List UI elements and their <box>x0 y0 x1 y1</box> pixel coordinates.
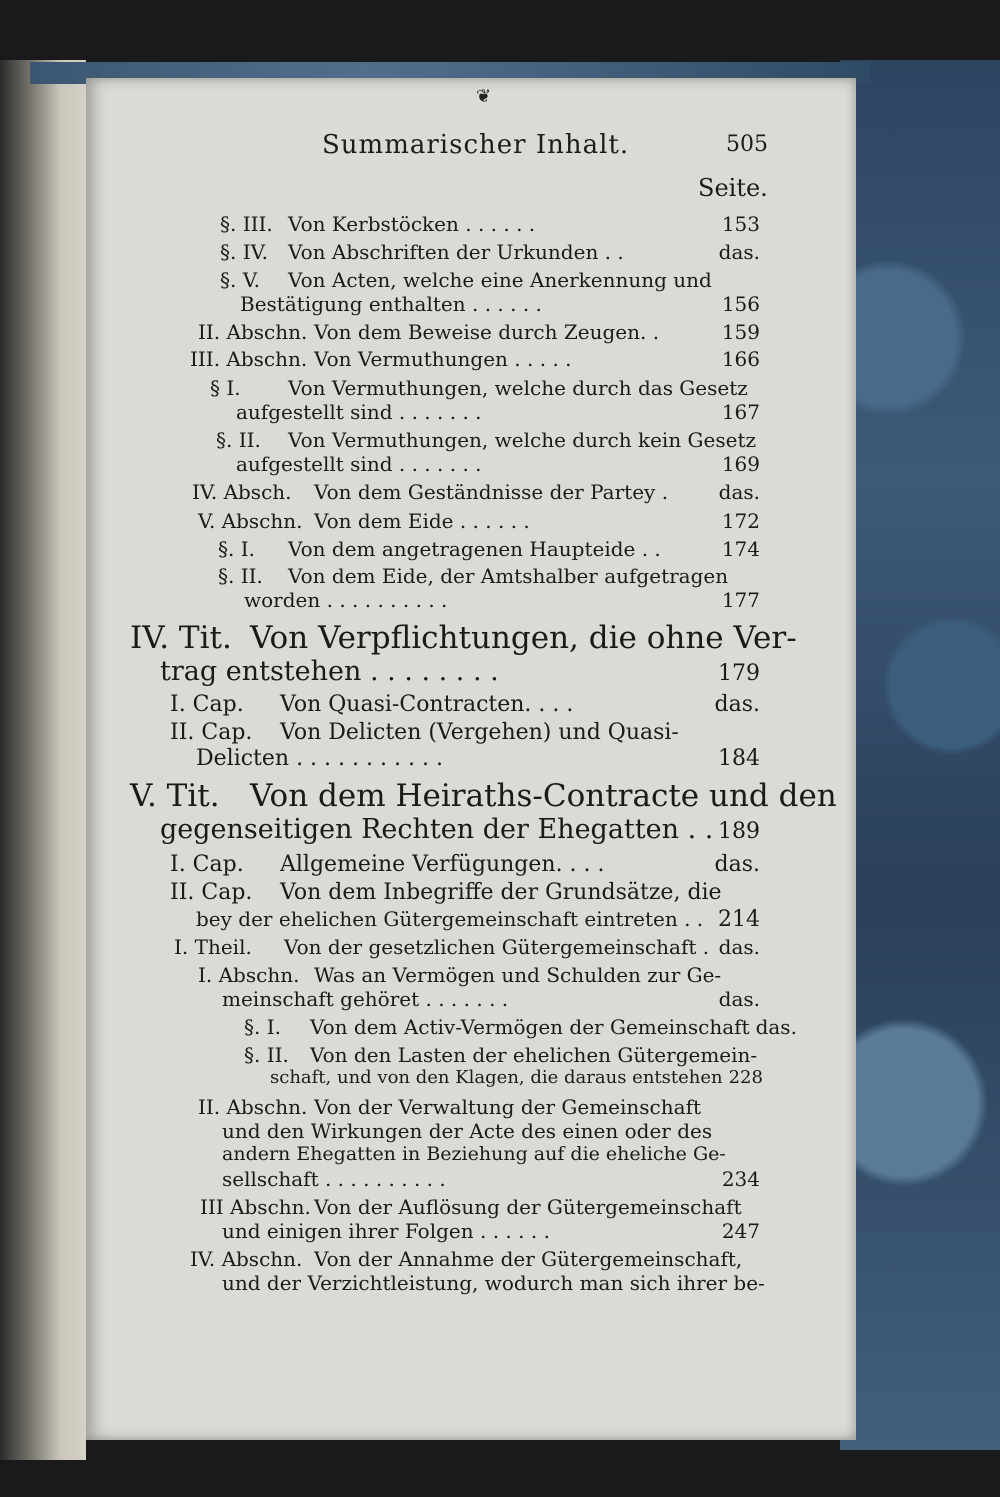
running-title: Summarischer Inhalt. <box>322 130 630 160</box>
toc-entry <box>198 1095 760 1119</box>
toc-entry <box>200 1195 760 1219</box>
entry-title: Von Abschriften der Urkunden . . <box>288 240 624 264</box>
entry-page: 177 <box>721 588 760 612</box>
entry-title: Von der gesetzlichen Gütergemeinschaft . <box>284 935 710 959</box>
toc-entry <box>170 720 760 745</box>
entry-mark: V. Abschn. <box>198 509 303 533</box>
left-page-edge <box>0 60 86 1460</box>
entry-title: Von dem Inbegriffe der Grundsätze, die <box>280 880 722 905</box>
toc-entry <box>192 480 760 504</box>
entry-title: Von Delicten (Vergehen) und Quasi- <box>280 720 679 745</box>
entry-title: Von dem Eide . . . . . . <box>314 509 530 533</box>
toc-entry <box>190 347 760 371</box>
entry-page: 189 <box>718 819 760 844</box>
toc-entry <box>198 963 760 987</box>
entry-mark: IV. Abschn. <box>190 1247 303 1271</box>
entry-mark: §. V. <box>220 268 261 292</box>
entry-title-continued: gegenseitigen Rechten der Ehegatten . . <box>160 814 714 845</box>
entry-page: das. <box>718 987 760 1011</box>
entry-title: Von Vermuthungen, welche durch das Gesetz <box>288 376 748 400</box>
entry-mark: §. II. <box>218 564 263 588</box>
entry-title-continued: Delicten . . . . . . . . . . . <box>196 746 443 771</box>
seite-label: Seite. <box>698 174 768 202</box>
toc-entry <box>198 320 760 344</box>
toc-entry-continuation <box>236 400 760 424</box>
toc-entry <box>220 268 760 292</box>
entry-title-continued: meinschaft gehöret . . . . . . . <box>222 987 509 1011</box>
toc-entry <box>190 1247 743 1271</box>
entry-page: 156 <box>721 292 760 316</box>
entry-mark: I. Abschn. <box>198 963 300 987</box>
entry-title-continued: schaft, und von den Klagen, die daraus entstehen <box>270 1067 723 1088</box>
toc-entry-title <box>130 778 837 814</box>
entry-mark: II. Cap. <box>170 880 253 905</box>
entry-title: Von der Verwaltung der Gemeinschaft <box>314 1095 702 1119</box>
entry-page: 228 <box>728 1067 763 1088</box>
marbled-cover-board <box>840 60 1000 1450</box>
entry-mark: §. II. <box>244 1043 289 1067</box>
entry-mark: III. Abschn. <box>190 347 308 371</box>
entry-mark: §. II. <box>216 428 261 452</box>
entry-mark: §. I. <box>244 1015 281 1039</box>
entry-title-continued: aufgestellt sind . . . . . . . <box>236 452 482 476</box>
entry-title: Von den Lasten der ehelichen Gütergemein- <box>310 1043 758 1067</box>
entry-title: Von der Annahme der Gütergemeinschaft, <box>314 1247 743 1271</box>
toc-entry <box>198 509 760 533</box>
toc-entry <box>218 537 760 561</box>
entry-title: Von Quasi-Contracten. . . . <box>280 692 574 717</box>
toc-entry <box>244 1015 797 1039</box>
entry-title-continued: und einigen ihrer Folgen . . . . . . <box>222 1219 550 1243</box>
toc-entry-continuation <box>222 1219 760 1243</box>
entry-mark: I. Cap. <box>170 692 244 717</box>
entry-page: 153 <box>721 212 760 236</box>
toc-entry-continuation <box>196 907 760 932</box>
entry-page: das. <box>718 240 760 264</box>
entry-title-continued: worden . . . . . . . . . . <box>244 588 448 612</box>
entry-page: das. <box>718 480 760 504</box>
entry-title: Von Kerbstöcken . . . . . . <box>288 212 536 236</box>
entry-mark: I. Cap. <box>170 852 244 877</box>
entry-mark: IV. Tit. <box>130 620 232 656</box>
toc-entry-continuation <box>196 746 760 771</box>
entry-mark: II. Abschn. <box>198 320 308 344</box>
entry-mark: §. IV. <box>220 240 268 264</box>
entry-mark: §. III. <box>220 212 273 236</box>
toc-entry-continuation: andern Ehegatten in Beziehung auf die eheliche Ge- <box>222 1143 726 1165</box>
toc-entry-continuation <box>244 588 760 612</box>
toc-entry-continuation <box>270 1067 763 1088</box>
entry-title-continued: Bestätigung enthalten . . . . . . <box>240 292 542 316</box>
entry-title: Von dem Heiraths-Contracte und den <box>250 778 837 814</box>
toc-entry <box>170 880 760 905</box>
toc-entry <box>220 212 760 236</box>
entry-page: das. <box>714 692 760 717</box>
entry-page: 184 <box>718 746 760 771</box>
entry-page: das. <box>714 852 760 877</box>
toc-entry-continuation <box>240 292 760 316</box>
toc-entry <box>174 935 760 959</box>
entry-title: Von Verpflichtungen, die ohne Ver- <box>250 620 797 656</box>
toc-entry <box>210 376 750 400</box>
entry-title: Allgemeine Verfügungen. . . . <box>280 852 605 877</box>
entry-mark: III Abschn. <box>200 1195 311 1219</box>
entry-title: Von dem Geständnisse der Partey . <box>314 480 669 504</box>
entry-mark: §. I. <box>218 537 255 561</box>
entry-mark: II. Abschn. <box>198 1095 308 1119</box>
entry-mark: § I. <box>210 376 241 400</box>
entry-title: Von dem Beweise durch Zeugen. . <box>314 320 660 344</box>
entry-title: Von dem Activ-Vermögen der Gemeinschaft <box>310 1015 750 1039</box>
entry-page: 169 <box>721 452 760 476</box>
toc-entry-continuation: und den Wirkungen der Acte des einen oder des <box>222 1119 713 1143</box>
toc-entry <box>170 852 760 877</box>
entry-title-continued: sellschaft . . . . . . . . . . <box>222 1167 446 1191</box>
entry-title: Von dem angetragenen Haupteide . . <box>288 537 661 561</box>
toc-entry-title <box>130 620 797 656</box>
toc-entry <box>218 564 760 588</box>
toc-entry-continuation <box>236 452 760 476</box>
toc-entry-continuation <box>222 987 760 1011</box>
toc-entry-continuation <box>160 656 760 687</box>
entry-title: Von Acten, welche eine Anerkennung und <box>288 268 712 292</box>
entry-page: 234 <box>721 1167 760 1191</box>
entry-page: das. <box>718 935 760 959</box>
entry-mark: II. Cap. <box>170 720 253 745</box>
entry-page: das. <box>755 1015 797 1039</box>
toc-entry-continuation <box>222 1167 760 1191</box>
toc-entry-continuation: und der Verzichtleistung, wodurch man sich ihrer be- <box>222 1271 765 1295</box>
ornament-icon: ❦ <box>476 86 492 107</box>
page-number: 505 <box>726 132 768 157</box>
entry-title: Von Vermuthungen, welche durch kein Gesetz <box>288 428 757 452</box>
entry-page: 167 <box>721 400 760 424</box>
toc-entry <box>216 428 760 452</box>
entry-title: Was an Vermögen und Schulden zur Ge- <box>314 963 722 987</box>
entry-page: 247 <box>721 1219 760 1243</box>
entry-page: 159 <box>721 320 760 344</box>
entry-page: 166 <box>721 347 760 371</box>
entry-page: 172 <box>721 509 760 533</box>
toc-entry-continuation <box>160 814 760 845</box>
entry-title: Von der Auflösung der Gütergemeinschaft <box>314 1195 742 1219</box>
entry-title: Von dem Eide, der Amtshalber aufgetragen <box>288 564 729 588</box>
toc-entry <box>244 1043 760 1067</box>
entry-title: Von Vermuthungen . . . . . <box>314 347 572 371</box>
entry-mark: IV. Absch. <box>192 480 292 504</box>
entry-title-continued: bey der ehelichen Gütergemeinschaft eintreten . . <box>196 907 704 931</box>
toc-entry <box>220 240 760 264</box>
toc-entry <box>170 692 760 717</box>
entry-mark: V. Tit. <box>130 778 220 814</box>
entry-title-continued: aufgestellt sind . . . . . . . <box>236 400 482 424</box>
entry-page: 174 <box>721 537 760 561</box>
entry-mark: I. Theil. <box>174 935 252 959</box>
entry-page: 179 <box>718 661 760 686</box>
entry-title-continued: trag entstehen . . . . . . . . <box>160 656 499 687</box>
entry-page: 214 <box>718 907 760 932</box>
